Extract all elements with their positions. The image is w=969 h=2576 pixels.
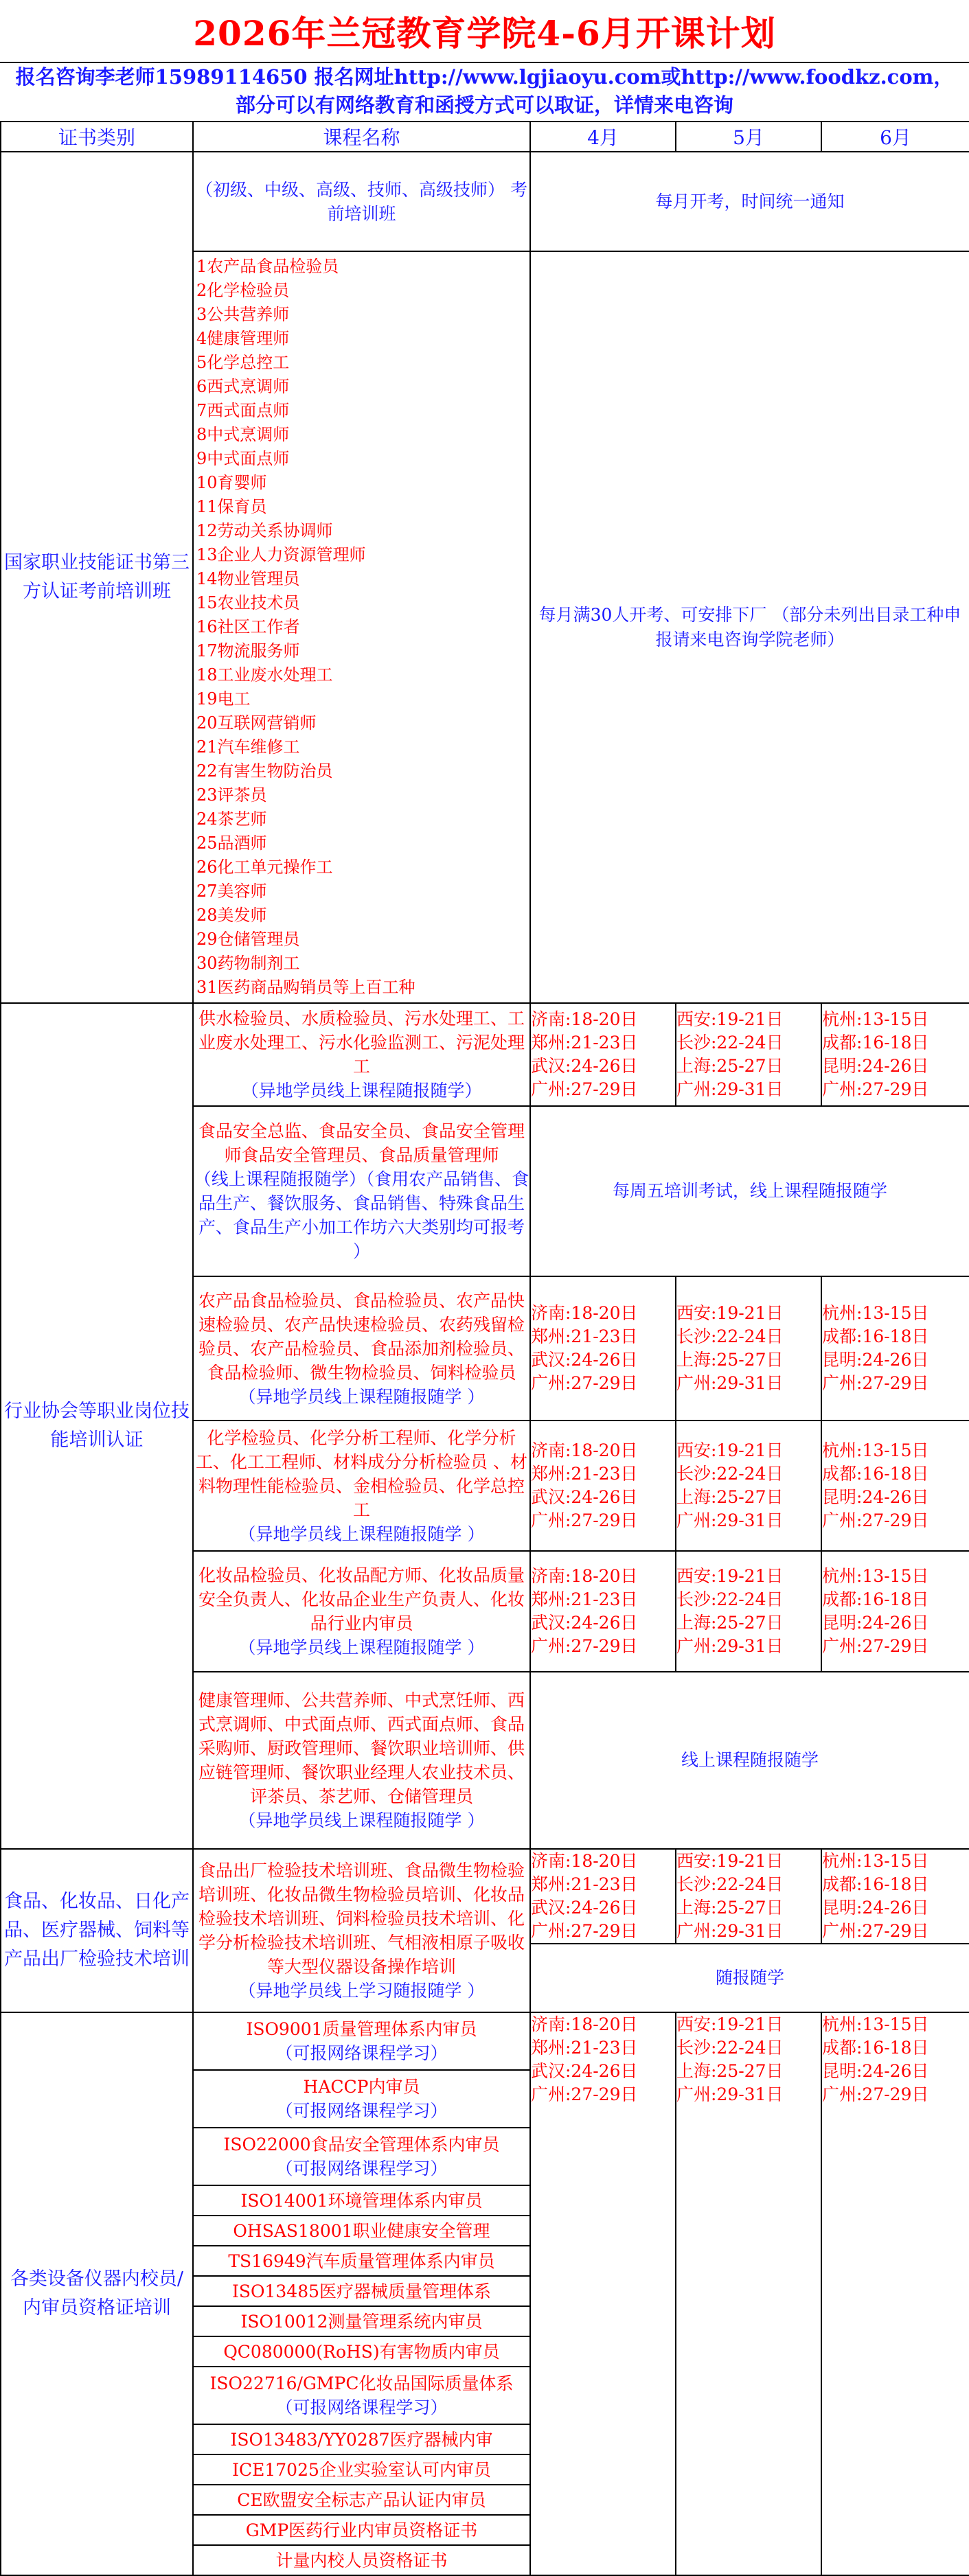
city-date: 西安:19-21日: [676, 1303, 784, 1323]
city-date: 郑州:21-23日: [531, 1589, 638, 1609]
may-cities: [676, 1551, 821, 1672]
course-sub: （可报网络课程学习）: [275, 2397, 448, 2417]
city-date: 长沙:22-24日: [676, 1326, 784, 1346]
june-cities: [821, 1421, 969, 1551]
course-sub: （异地学员线上课程随报随学）: [241, 1081, 482, 1101]
may-cities: [676, 1849, 821, 1944]
course-cell: CE欧盟安全标志产品认证内审员: [193, 2485, 530, 2515]
table-row: [1, 2012, 969, 2070]
may-cities: [676, 2012, 821, 2575]
course-sub: （可报网络课程学习）: [275, 2043, 448, 2063]
city-date: 广州:27-29日: [822, 1510, 929, 1530]
course-cell: ISO13485医疗器械质量管理体系: [193, 2276, 530, 2306]
city-date: 西安:19-21日: [676, 1566, 784, 1586]
april-cities: [530, 1003, 676, 1106]
schedule-table: [0, 121, 969, 2576]
course-sub: （异地学员线上课程随报随学 ）: [238, 1810, 485, 1830]
list-item: 6西式烹调师: [196, 377, 290, 396]
city-date: 广州:29-31日: [676, 1373, 784, 1393]
course-cell: [193, 1003, 530, 1106]
header-may: 5月: [676, 122, 821, 152]
city-date: 广州:29-31日: [676, 1921, 784, 1941]
city-date: 广州:27-29日: [531, 1921, 638, 1941]
city-date: 济南:18-20日: [531, 1440, 638, 1460]
header-row: [1, 122, 969, 152]
list-item: 21汽车维修工: [196, 737, 300, 757]
course-text: 农产品食品检验员、食品检验员、农产品快速检验员、农产品快速检验员、农药残留检验员、农产品检验员、食品添加剂检验员、食品检验师、微生物检验员、饲料检验员: [198, 1290, 525, 1383]
contact-info: [0, 63, 969, 121]
schedule-note: 每月开考，时间统一通知: [530, 152, 969, 251]
course-cell: ICE17025企业实验室认可内审员: [193, 2454, 530, 2485]
city-date: 长沙:22-24日: [676, 1589, 784, 1609]
list-item: 24茶艺师: [196, 809, 267, 829]
city-date: 杭州:13-15日: [822, 2014, 929, 2034]
header-june: 6月: [821, 122, 969, 152]
list-item: 28美发师: [196, 906, 267, 925]
city-date: 长沙:22-24日: [676, 1033, 784, 1053]
list-item: 30药物制剂工: [196, 954, 300, 973]
header-course: 课程名称: [193, 122, 530, 152]
city-date: 广州:27-29日: [531, 1510, 638, 1530]
list-item: 27美容师: [196, 882, 267, 901]
course-cell: [193, 2012, 530, 2070]
city-date: 上海:25-27日: [676, 1487, 784, 1507]
april-cities: [530, 2012, 676, 2575]
list-item: 9中式面点师: [196, 449, 290, 468]
course-cell: ISO10012测量管理系统内审员: [193, 2306, 530, 2336]
list-item: 14物业管理员: [196, 569, 300, 588]
city-date: 郑州:21-23日: [531, 1033, 638, 1053]
list-item: 19电工: [196, 689, 251, 709]
course-cell: [193, 2070, 530, 2128]
course-list-cell: [193, 251, 530, 1003]
category-cell: 国家职业技能证书第三方认证考前培训班: [1, 152, 193, 1003]
course-cell: [193, 1276, 530, 1421]
course-cell: 计量内校人员资格证书: [193, 2545, 530, 2575]
list-item: 13企业人力资源管理师: [196, 545, 366, 564]
list-item: 26化工单元操作工: [196, 858, 333, 877]
list-item: 8中式烹调师: [196, 425, 290, 444]
category-cell: 各类设备仪器内校员/内审员资格证培训: [1, 2012, 193, 2575]
course-cell: [193, 2128, 530, 2185]
city-date: 广州:27-29日: [531, 2084, 638, 2104]
city-date: 武汉:24-26日: [531, 2061, 638, 2081]
city-date: 杭州:13-15日: [822, 1566, 929, 1586]
city-date: 广州:27-29日: [822, 1636, 929, 1656]
list-item: 5化学总控工: [196, 353, 290, 372]
table-row: [1, 152, 969, 251]
course-text: HACCP内审员: [303, 2077, 420, 2097]
city-date: 济南:18-20日: [531, 1566, 638, 1586]
city-date: 广州:27-29日: [531, 1636, 638, 1656]
contact-line-1: 报名咨询李老师15989114650 报名网址http://www.lgjiaoyu.com或http://www.foodkz.com，: [15, 65, 954, 89]
city-date: 上海:25-27日: [676, 1350, 784, 1370]
course-text: 化学检验员、化学分析工程师、化学分析工、化工工程师、材料成分分析检验员 、材料物理性能检验员、金相检验员、化学总控工: [196, 1427, 527, 1520]
city-date: 西安:19-21日: [676, 1009, 784, 1029]
city-date: 广州:27-29日: [531, 1373, 638, 1393]
course-sub: （线上课程随报随学）（食用农产品销售、食品生产、餐饮服务、食品销售、特殊食品生产、食品生产小加工作坊六大类别均可报考 ）: [194, 1169, 529, 1261]
list-item: 10育婴师: [196, 473, 267, 492]
may-cities: [676, 1276, 821, 1421]
city-date: 广州:27-29日: [822, 2084, 929, 2104]
course-cell: [193, 1421, 530, 1551]
city-date: 成都:16-18日: [822, 1326, 929, 1346]
category-cell: 行业协会等职业岗位技能培训认证: [1, 1003, 193, 1849]
city-date: 武汉:24-26日: [531, 1898, 638, 1918]
course-text: 供水检验员、水质检验员、污水处理工、工业废水处理工、污水化验监测工、污泥处理工: [198, 1009, 525, 1077]
course-cell: ISO13483/YY0287医疗器械内审: [193, 2424, 530, 2454]
city-date: 武汉:24-26日: [531, 1487, 638, 1507]
city-date: 上海:25-27日: [676, 2061, 784, 2081]
city-date: 成都:16-18日: [822, 1464, 929, 1484]
course-text: ISO22000食品安全管理体系内审员: [223, 2135, 500, 2154]
schedule-note: 每周五培训考试，线上课程随报随学: [530, 1106, 969, 1276]
course-sub: （可报网络课程学习）: [275, 2101, 448, 2121]
city-date: 济南:18-20日: [531, 2014, 638, 2034]
category-cell: 食品、化妆品、日化产品、医疗器械、饲料等产品出厂检验技术培训: [1, 1849, 193, 2012]
april-cities: [530, 1849, 676, 1944]
city-date: 昆明:24-26日: [822, 1898, 929, 1918]
city-date: 广州:27-29日: [531, 1079, 638, 1099]
table-row: [1, 1003, 969, 1106]
city-date: 广州:27-29日: [822, 1079, 929, 1099]
city-date: 昆明:24-26日: [822, 1350, 929, 1370]
june-cities: [821, 2012, 969, 2575]
city-date: 郑州:21-23日: [531, 2038, 638, 2058]
city-date: 济南:18-20日: [531, 1851, 638, 1871]
header-category: 证书类别: [1, 122, 193, 152]
june-cities: [821, 1551, 969, 1672]
course-cell: GMP医药行业内审员资格证书: [193, 2515, 530, 2545]
list-item: 16社区工作者: [196, 617, 300, 636]
course-text: ISO22716/GMPC化妆品国际质量体系: [209, 2373, 514, 2393]
city-date: 杭州:13-15日: [822, 1303, 929, 1323]
city-date: 杭州:13-15日: [822, 1851, 929, 1871]
city-date: 上海:25-27日: [676, 1898, 784, 1918]
course-cell: [193, 1551, 530, 1672]
list-item: 12劳动关系协调师: [196, 521, 333, 540]
city-date: 成都:16-18日: [822, 1874, 929, 1894]
city-date: 郑州:21-23日: [531, 1874, 638, 1894]
course-sub: （异地学员线上课程随报随学 ）: [238, 1386, 485, 1407]
may-cities: [676, 1003, 821, 1106]
table-row: [1, 1849, 969, 1944]
course-cell: [193, 1849, 530, 2012]
course-sub: （异地学员线上课程随报随学 ）: [238, 1523, 485, 1544]
city-date: 昆明:24-26日: [822, 1487, 929, 1507]
city-date: 郑州:21-23日: [531, 1326, 638, 1346]
course-cell: QC080000(RoHS)有害物质内审员: [193, 2336, 530, 2367]
city-date: 西安:19-21日: [676, 1851, 784, 1871]
list-item: 7西式面点师: [196, 401, 290, 420]
list-item: 25品酒师: [196, 833, 267, 853]
course-text: 化妆品检验员、化妆品配方师、化妆品质量安全负责人、化妆品企业生产负责人、化妆品行业内审员: [198, 1565, 525, 1633]
list-item: 15农业技术员: [196, 593, 300, 612]
city-date: 广州:27-29日: [822, 1373, 929, 1393]
city-date: 济南:18-20日: [531, 1009, 638, 1029]
course-cell: OHSAS18001职业健康安全管理: [193, 2216, 530, 2246]
page-title: 2026年兰冠教育学院4-6月开课计划: [0, 0, 969, 63]
course-text: ISO9001质量管理体系内审员: [246, 2019, 477, 2039]
city-date: 成都:16-18日: [822, 2038, 929, 2058]
schedule-note: 每月满30人开考、可安排下厂 （部分未列出目录工种申报请来电咨询学院老师）: [530, 251, 969, 1003]
city-date: 广州:27-29日: [822, 1921, 929, 1941]
april-cities: [530, 1551, 676, 1672]
list-item: 2化学检验员: [196, 281, 290, 300]
city-date: 武汉:24-26日: [531, 1056, 638, 1076]
city-date: 成都:16-18日: [822, 1033, 929, 1053]
list-item: 22有害生物防治员: [196, 761, 333, 781]
course-cell: （初级、中级、高级、技师、高级技师） 考前培训班: [193, 152, 530, 251]
city-date: 长沙:22-24日: [676, 1874, 784, 1894]
april-cities: [530, 1276, 676, 1421]
course-text: 食品安全总监、食品安全员、食品安全管理师食品安全管理员、食品质量管理师: [198, 1121, 525, 1165]
list-item: 29仓储管理员: [196, 930, 300, 949]
city-date: 成都:16-18日: [822, 1589, 929, 1609]
june-cities: [821, 1276, 969, 1421]
city-date: 西安:19-21日: [676, 2014, 784, 2034]
june-cities: [821, 1003, 969, 1106]
city-date: 长沙:22-24日: [676, 2038, 784, 2058]
schedule-note: 随报随学: [530, 1944, 969, 2012]
list-item: 3公共营养师: [196, 305, 290, 324]
course-sub: （异地学员线上课程随报随学 ）: [238, 1637, 485, 1657]
city-date: 郑州:21-23日: [531, 1464, 638, 1484]
may-cities: [676, 1421, 821, 1551]
list-item: 31医药商品购销员等上百工种: [196, 978, 415, 997]
city-date: 西安:19-21日: [676, 1440, 784, 1460]
city-date: 济南:18-20日: [531, 1303, 638, 1323]
course-sub: （可报网络课程学习）: [275, 2159, 448, 2178]
city-date: 昆明:24-26日: [822, 2061, 929, 2081]
list-item: 11保育员: [196, 497, 267, 516]
list-item: 17物流服务师: [196, 641, 300, 660]
city-date: 长沙:22-24日: [676, 1464, 784, 1484]
course-text: 健康管理师、公共营养师、中式烹饪师、西式烹调师、中式面点师、西式面点师、食品采购师、厨政管理师、餐饮职业培训师、供应链管理师、餐饮职业经理人农业技术员、评茶员、茶艺师、仓储管理员: [198, 1690, 525, 1806]
city-date: 杭州:13-15日: [822, 1440, 929, 1460]
city-date: 昆明:24-26日: [822, 1613, 929, 1633]
april-cities: [530, 1421, 676, 1551]
city-date: 上海:25-27日: [676, 1613, 784, 1633]
list-item: 23评茶员: [196, 785, 267, 805]
list-item: 1农产品食品检验员: [196, 257, 339, 276]
city-date: 杭州:13-15日: [822, 1009, 929, 1029]
schedule-note: 线上课程随报随学: [530, 1672, 969, 1849]
city-date: 广州:29-31日: [676, 1510, 784, 1530]
city-date: 广州:29-31日: [676, 1079, 784, 1099]
list-item: 20互联网营销师: [196, 713, 317, 733]
course-cell: ISO14001环境管理体系内审员: [193, 2185, 530, 2216]
course-cell: [193, 1106, 530, 1276]
contact-line-2: 部分可以有网络教育和函授方式可以取证，详情来电咨询: [235, 93, 733, 117]
city-date: 武汉:24-26日: [531, 1613, 638, 1633]
city-date: 上海:25-27日: [676, 1056, 784, 1076]
city-date: 昆明:24-26日: [822, 1056, 929, 1076]
city-date: 广州:29-31日: [676, 1636, 784, 1656]
course-cell: [193, 2367, 530, 2424]
course-cell: TS16949汽车质量管理体系内审员: [193, 2246, 530, 2276]
course-cell: [193, 1672, 530, 1849]
course-sub: （异地学员线上学习随报随学 ）: [238, 1981, 485, 2001]
city-date: 广州:29-31日: [676, 2084, 784, 2104]
course-text: 食品出厂检验技术培训班、食品微生物检验培训班、化妆品微生物检验员培训、化妆品检验技术培训班、饲料检验员技术培训、化学分析检验技术培训班、气相液相原子吸收等大型仪器设备操作培训: [198, 1861, 525, 1977]
list-item: 18工业废水处理工: [196, 665, 333, 685]
city-date: 武汉:24-26日: [531, 1350, 638, 1370]
list-item: 4健康管理师: [196, 329, 290, 348]
header-april: 4月: [530, 122, 676, 152]
june-cities: [821, 1849, 969, 1944]
